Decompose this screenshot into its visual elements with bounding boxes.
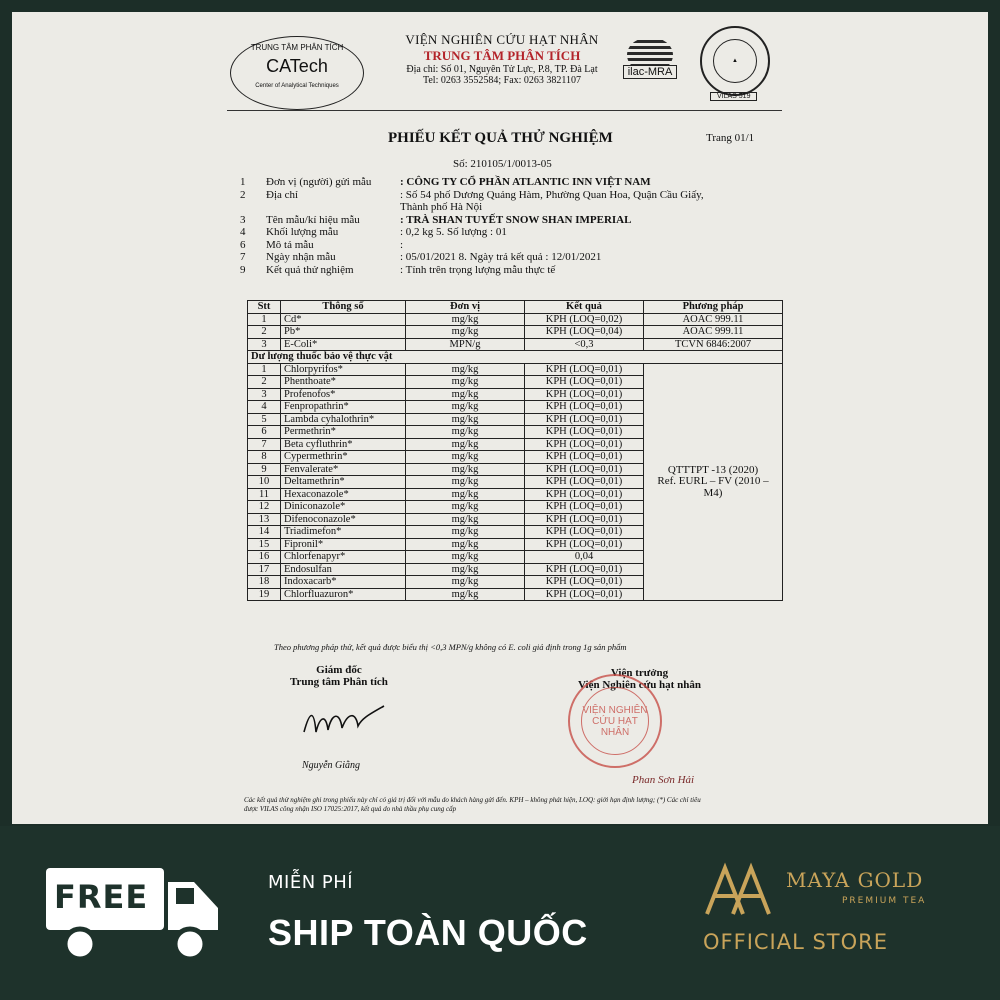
vilas-label: VILAS 519 (710, 92, 757, 101)
pesticide-method-line-1: QTTTPT -13 (2020) (667, 463, 759, 476)
brand-subtitle: PREMIUM TEA (842, 896, 927, 906)
director-title: Giám đốc (316, 664, 362, 676)
info-row (240, 239, 800, 252)
document-title: PHIẾU KẾT QUẢ THỬ NGHIỆM (388, 130, 613, 146)
row-stt: 12 (248, 501, 281, 514)
accreditation-seal (700, 26, 770, 96)
row-unit: mg/kg (406, 526, 525, 539)
row-unit: mg/kg (406, 426, 525, 439)
pesticide-method-line-2: Ref. EURL – FV (2010 – M4) (657, 475, 769, 499)
official-store-label: OFFICIAL STORE (703, 930, 889, 954)
info-row (240, 264, 800, 277)
info-row (240, 201, 800, 214)
table-row (248, 313, 783, 326)
row-param: Fipronil* (281, 538, 406, 551)
results-body (248, 313, 783, 601)
info-row (240, 176, 800, 189)
row-param: Fenpropathrin* (281, 401, 406, 414)
ilac-mra-logo (612, 26, 688, 90)
row-result: KPH (LOQ=0,01) (525, 513, 644, 526)
row-result: KPH (LOQ=0,01) (525, 363, 644, 376)
info-value: Thành phố Hà Nội (400, 201, 483, 213)
row-stt: 15 (248, 538, 281, 551)
row-param: Fenvalerate* (281, 463, 406, 476)
info-row (240, 214, 800, 227)
row-result: KPH (LOQ=0,01) (525, 501, 644, 514)
row-result: KPH (LOQ=0,02) (525, 313, 644, 326)
col-result: Kết quả (525, 301, 644, 314)
row-stt: 18 (248, 576, 281, 589)
row-stt: 11 (248, 488, 281, 501)
row-param: Phenthoate* (281, 376, 406, 389)
lab-logo-main: CATech (266, 56, 328, 76)
info-label: Mô tả mẫu (266, 238, 314, 251)
row-param: Diniconazole* (281, 501, 406, 514)
info-row (240, 189, 800, 202)
row-param: E-Coli* (281, 338, 406, 351)
info-value: : Số 54 phố Dương Quảng Hàm, Phường Quan Hoa, Quận Cầu Giấy, (400, 188, 704, 201)
info-row (240, 226, 800, 239)
row-stt: 2 (248, 376, 281, 389)
header-divider (227, 110, 782, 111)
info-number: 3 (240, 213, 246, 226)
info-number: 4 (240, 226, 246, 238)
row-param: Deltamethrin* (281, 476, 406, 489)
row-param: Triadimefon* (281, 526, 406, 539)
institute-phone: Tel: 0263 3552584; Fax: 0263 3821107 (422, 75, 582, 86)
institute-name: VIỆN NGHIÊN CỨU HẠT NHÂN (405, 32, 599, 47)
info-label: Đơn vị (người) gửi mẫu (266, 176, 372, 188)
institute-address: Địa chỉ: Số 01, Nguyên Tử Lực, P.8, TP. Đà Lạt (406, 64, 598, 75)
row-unit: mg/kg (406, 538, 525, 551)
row-param: Difenoconazole* (281, 513, 406, 526)
pesticide-section-title: Dư lượng thuốc bảo vệ thực vật (248, 351, 783, 364)
row-stt: 8 (248, 451, 281, 464)
info-row (240, 251, 800, 264)
row-unit: mg/kg (406, 363, 525, 376)
row-result: KPH (LOQ=0,01) (525, 438, 644, 451)
pesticide-method (644, 363, 783, 601)
row-unit: mg/kg (406, 451, 525, 464)
col-stt: Stt (248, 301, 281, 314)
row-result: KPH (LOQ=0,01) (525, 563, 644, 576)
info-label: Địa chỉ (266, 188, 299, 201)
ilac-label: ilac-MRA (623, 65, 678, 79)
results-header-row (248, 301, 783, 314)
table-note: Theo phương pháp thử, kết quả được biểu thị <0,3 MPN/g không có E. coli giả định trong 1g sản phẩm (274, 642, 627, 652)
info-number (240, 201, 266, 214)
row-unit: mg/kg (406, 488, 525, 501)
row-param: Chlorfenapyr* (281, 551, 406, 564)
col-unit: Đơn vị (406, 301, 525, 314)
row-result: KPH (LOQ=0,01) (525, 538, 644, 551)
info-number: 9 (240, 263, 246, 276)
row-param: Cd* (281, 313, 406, 326)
row-param: Pb* (281, 326, 406, 339)
row-stt: 5 (248, 413, 281, 426)
row-stt: 6 (248, 426, 281, 439)
row-result: 0,04 (525, 551, 644, 564)
row-result: KPH (LOQ=0,04) (525, 326, 644, 339)
row-stt: 19 (248, 588, 281, 601)
row-unit: mg/kg (406, 313, 525, 326)
row-result: KPH (LOQ=0,01) (525, 488, 644, 501)
catech-logo (230, 36, 364, 110)
institute-header (382, 32, 622, 86)
row-param: Cypermethrin* (281, 451, 406, 464)
row-stt: 16 (248, 551, 281, 564)
row-result: KPH (LOQ=0,01) (525, 463, 644, 476)
row-unit: mg/kg (406, 588, 525, 601)
sample-info (240, 176, 800, 276)
info-number: 1 (240, 176, 246, 188)
row-method: AOAC 999.11 (644, 326, 783, 339)
row-method: AOAC 999.11 (644, 313, 783, 326)
row-result: KPH (LOQ=0,01) (525, 451, 644, 464)
col-method: Phương pháp (644, 301, 783, 314)
row-unit: mg/kg (406, 401, 525, 414)
row-unit: mg/kg (406, 376, 525, 389)
row-stt: 9 (248, 463, 281, 476)
lab-logo-top: TRUNG TÂM PHÂN TÍCH (250, 43, 344, 52)
row-unit: mg/kg (406, 388, 525, 401)
stamp-inner: VIỆN NGHIÊN CỨU HẠT NHÂN (581, 687, 649, 755)
head-institute: Viện Nghiên cứu hạt nhân (578, 679, 701, 691)
maya-gold-logo-mark (703, 862, 779, 918)
row-param: Chlorpyrifos* (281, 363, 406, 376)
row-result: KPH (LOQ=0,01) (525, 576, 644, 589)
pesticide-section-row (248, 351, 783, 364)
test-report-document (12, 12, 988, 824)
director-name: Nguyễn Giằng (302, 760, 361, 771)
row-unit: mg/kg (406, 326, 525, 339)
row-stt: 1 (248, 363, 281, 376)
row-unit: mg/kg (406, 501, 525, 514)
institute-stamp (568, 674, 662, 768)
row-stt: 17 (248, 563, 281, 576)
info-value: : Tính trên trọng lượng mẫu thực tế (400, 263, 556, 276)
row-param: Beta cyfluthrin* (281, 438, 406, 451)
row-stt: 3 (248, 338, 281, 351)
head-title: Viện trưởng (610, 667, 669, 679)
row-stt: 7 (248, 438, 281, 451)
row-result: KPH (LOQ=0,01) (525, 588, 644, 601)
free-shipping-caption: MIỄN PHÍ (268, 872, 354, 893)
head-name: Phan Sơn Hải (632, 774, 695, 786)
row-result: <0,3 (525, 338, 644, 351)
info-label (266, 201, 400, 214)
row-param: Chlorfluazuron* (281, 588, 406, 601)
row-unit: mg/kg (406, 438, 525, 451)
free-label: FREE (54, 878, 149, 916)
results-table (247, 300, 783, 601)
row-param: Lambda cyhalothrin* (281, 413, 406, 426)
center-name: TRUNG TÂM PHÂN TÍCH (423, 48, 581, 63)
row-unit: mg/kg (406, 513, 525, 526)
row-result: KPH (LOQ=0,01) (525, 526, 644, 539)
table-row (248, 363, 783, 376)
table-row (248, 326, 783, 339)
director-center: Trung tâm Phân tích (290, 676, 388, 688)
row-stt: 3 (248, 388, 281, 401)
row-result: KPH (LOQ=0,01) (525, 401, 644, 414)
row-param: Profenofos* (281, 388, 406, 401)
row-param: Endosulfan (281, 563, 406, 576)
row-stt: 2 (248, 326, 281, 339)
info-number: 2 (240, 188, 246, 201)
row-result: KPH (LOQ=0,01) (525, 413, 644, 426)
row-method: TCVN 6846:2007 (644, 338, 783, 351)
row-stt: 13 (248, 513, 281, 526)
nationwide-shipping-heading: SHIP TOÀN QUỐC (268, 912, 588, 953)
col-param: Thông số (281, 301, 406, 314)
info-label: Khối lượng mẫu (266, 226, 339, 238)
info-value: : 0,2 kg 5. Số lượng : 01 (400, 226, 507, 238)
info-label: Ngày nhận mẫu (266, 251, 336, 263)
info-value: : (400, 238, 404, 251)
row-param: Indoxacarb* (281, 576, 406, 589)
row-unit: mg/kg (406, 576, 525, 589)
row-stt: 1 (248, 313, 281, 326)
row-result: KPH (LOQ=0,01) (525, 476, 644, 489)
accreditation-seal-inner: ▲ (713, 39, 757, 83)
row-stt: 4 (248, 401, 281, 414)
director-signature (300, 702, 390, 742)
row-unit: mg/kg (406, 413, 525, 426)
row-result: KPH (LOQ=0,01) (525, 426, 644, 439)
info-value: : 05/01/2021 8. Ngày trả kết quả : 12/01/2021 (400, 251, 602, 263)
page-number: Trang 01/1 (706, 132, 755, 144)
info-label: Kết quả thử nghiệm (266, 263, 354, 276)
info-number: 7 (240, 251, 246, 263)
info-value: : CÔNG TY CỔ PHẦN ATLANTIC INN VIỆT NAM (400, 176, 651, 188)
row-stt: 10 (248, 476, 281, 489)
director-signature-block (290, 664, 388, 688)
report-footnote: Các kết quả thử nghiệm ghi trong phiếu này chỉ có giá trị đối với mẫu do khách hàng gửi đến. KPH – không phát hiện, LOQ: giới hạn định lượng; (*) Các chỉ tiêu được VILAS công nhận ISO 17025:2017, kết quả do nhà thầu phụ cung cấp (244, 796, 701, 813)
lab-logo-sub: Center of Analytical Techniques (255, 83, 339, 89)
row-unit: mg/kg (406, 563, 525, 576)
document-number: Số: 210105/1/0013-05 (453, 158, 552, 170)
info-value: : TRÀ SHAN TUYẾT SNOW SHAN IMPERIAL (400, 213, 632, 226)
info-number: 6 (240, 238, 246, 251)
row-param: Permethrin* (281, 426, 406, 439)
row-unit: MPN/g (406, 338, 525, 351)
info-label: Tên mẫu/kí hiệu mẫu (266, 213, 360, 226)
row-unit: mg/kg (406, 463, 525, 476)
row-unit: mg/kg (406, 551, 525, 564)
row-result: KPH (LOQ=0,01) (525, 376, 644, 389)
row-unit: mg/kg (406, 476, 525, 489)
row-param: Hexaconazole* (281, 488, 406, 501)
row-stt: 14 (248, 526, 281, 539)
table-row (248, 338, 783, 351)
row-result: KPH (LOQ=0,01) (525, 388, 644, 401)
brand-name: MAYA GOLD (786, 868, 924, 892)
